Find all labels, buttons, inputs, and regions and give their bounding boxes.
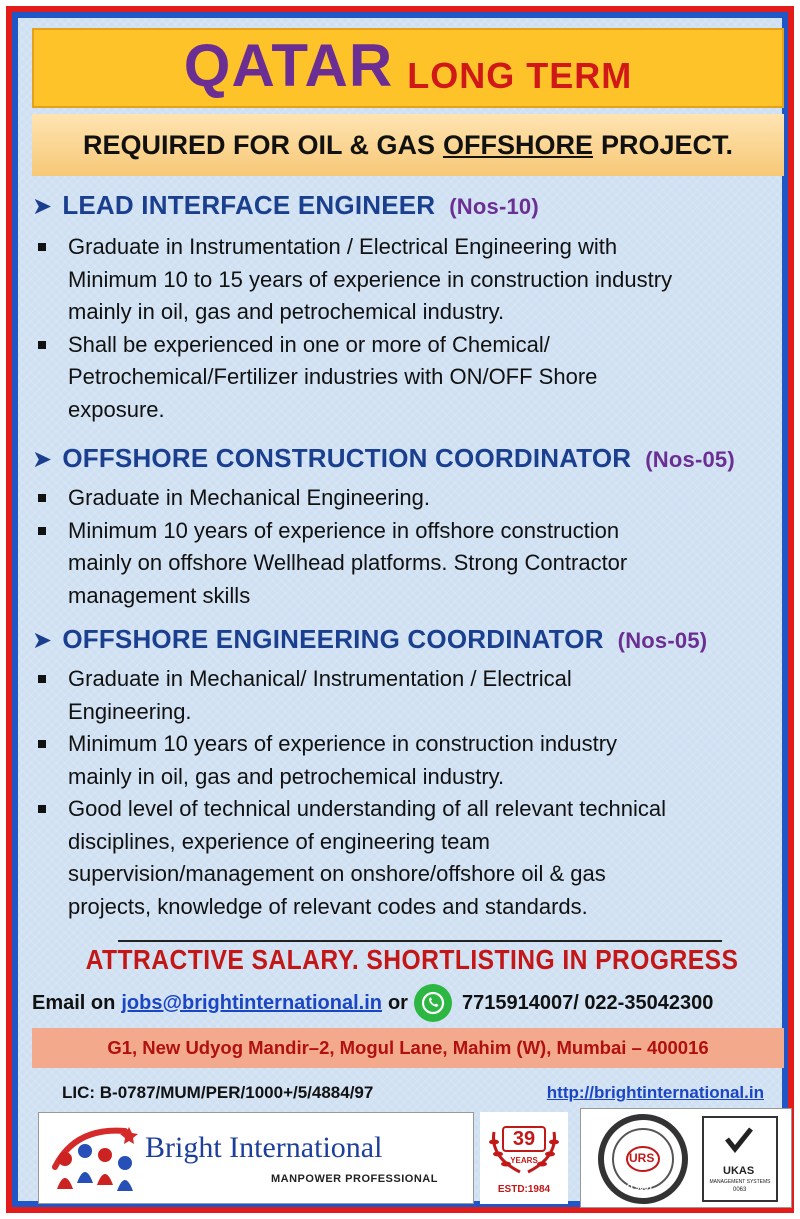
people-logo-icon xyxy=(45,1119,145,1199)
urs-label: URS xyxy=(629,1151,655,1165)
established-year: ESTD:1984 xyxy=(497,1184,551,1195)
requirement-underlined: OFFSHORE xyxy=(442,129,593,160)
job-heading xyxy=(32,190,792,221)
or-label: or xyxy=(387,991,408,1014)
bullet-line: Graduate in Mechanical Engineering. xyxy=(68,485,431,510)
phone-icon xyxy=(420,990,446,1016)
years-badge xyxy=(480,1112,568,1204)
certification-logos xyxy=(580,1108,792,1208)
bullet-icon xyxy=(38,243,46,251)
bullet-line: management skills xyxy=(68,582,251,608)
bullet-line: Minimum 10 years of experience in offshore construction xyxy=(68,517,620,543)
bullet-line: Engineering. xyxy=(68,698,192,724)
job-heading xyxy=(32,624,792,655)
bullet-line: Graduate in Instrumentation / Electrical Engineering with xyxy=(68,234,618,259)
years-label: YEARS xyxy=(510,1156,538,1165)
years-count: 39 xyxy=(502,1126,546,1152)
bullet-line: Shall be experienced in one or more of Chemical/ xyxy=(68,331,550,357)
job-count: (Nos-10) xyxy=(449,194,539,219)
poster-frame xyxy=(6,6,794,1213)
ukas-label: UKAS xyxy=(723,1165,755,1177)
section-divider xyxy=(118,940,722,942)
phone-numbers[interactable]: 7715914007/ 022-35042300 xyxy=(461,991,714,1014)
arrow-icon: ➤ xyxy=(32,193,53,220)
company-logo xyxy=(38,1112,474,1204)
job-requirements xyxy=(32,663,792,923)
job-title: OFFSHORE ENGINEERING COORDINATOR xyxy=(62,624,604,654)
bullet-icon xyxy=(38,527,46,535)
requirement-pre: REQUIRED FOR OIL & GAS xyxy=(82,129,435,160)
bullet-icon xyxy=(38,494,46,502)
job-title: OFFSHORE CONSTRUCTION COORDINATOR xyxy=(62,443,632,473)
job-count: (Nos-05) xyxy=(617,628,708,653)
email-link[interactable]: jobs@brightinternational.in xyxy=(121,991,382,1014)
bullet-line: Minimum 10 years of experience in construction industry xyxy=(68,731,618,756)
bullet-line: mainly in oil, gas and petrochemical industry. xyxy=(68,763,505,789)
bullet-line: mainly in oil, gas and petrochemical industry. xyxy=(68,299,505,324)
bullet-icon xyxy=(38,740,46,748)
bullet-line: supervision/management on onshore/offshore oil & gas xyxy=(68,861,606,886)
license-number: LIC: B-0787/MUM/PER/1000+/5/4884/97 xyxy=(62,1083,374,1102)
list-item xyxy=(32,329,792,427)
job-section-engineering-coordinator xyxy=(32,624,792,923)
job-heading xyxy=(32,443,792,474)
job-requirements xyxy=(32,482,792,612)
company-tagline: MANPOWER PROFESSIONAL xyxy=(271,1173,438,1185)
company-name: Bright International xyxy=(145,1131,383,1164)
bullet-icon xyxy=(38,675,46,683)
email-label: Email on xyxy=(32,991,116,1014)
bullet-line: mainly on offshore Wellhead platforms. Strong Contractor xyxy=(68,550,628,575)
job-title: LEAD INTERFACE ENGINEER xyxy=(62,190,436,220)
bullet-line: disciplines, experience of engineering team xyxy=(68,828,490,854)
poster-body xyxy=(18,18,782,1201)
bullet-icon xyxy=(38,805,46,813)
urs-iso-icon xyxy=(581,1109,793,1209)
salary-banner: ATTRACTIVE SALARY. SHORTLISTING IN PROGRESS xyxy=(85,944,739,975)
ukas-sublabel: MANAGEMENT SYSTEMS xyxy=(709,1179,771,1185)
license-row xyxy=(32,1078,784,1108)
title-banner xyxy=(32,28,784,108)
job-count: (Nos-05) xyxy=(645,447,735,472)
iso-label: ISO 9001 xyxy=(619,1183,653,1192)
title-country: QATAR xyxy=(183,32,394,99)
job-section-lead-interface xyxy=(32,190,792,426)
list-item xyxy=(32,231,792,329)
bullet-icon xyxy=(38,341,46,349)
contact-row xyxy=(32,984,792,1022)
whatsapp-icon[interactable] xyxy=(414,984,452,1022)
arrow-icon: ➤ xyxy=(32,446,53,473)
bullet-line: projects, knowledge of relevant codes and standards. xyxy=(68,893,588,919)
title-duration: LONG TERM xyxy=(407,55,633,96)
list-item xyxy=(32,482,792,515)
website-link[interactable]: http://brightinternational.in xyxy=(546,1083,764,1102)
requirement-post: PROJECT. xyxy=(601,129,734,160)
arrow-icon: ➤ xyxy=(32,627,53,654)
bullet-line: exposure. xyxy=(68,396,165,422)
bullet-line: Good level of technical understanding of all relevant technical xyxy=(68,796,667,821)
job-section-construction-coordinator xyxy=(32,443,792,612)
list-item xyxy=(32,515,792,613)
address-banner: G1, New Udyog Mandir–2, Mogul Lane, Mahim (W), Mumbai – 400016 xyxy=(32,1028,784,1068)
bullet-line: Petrochemical/Fertilizer industries with ON/OFF Shore xyxy=(68,364,598,389)
ukas-number: 0063 xyxy=(733,1187,747,1193)
bullet-line: Minimum 10 to 15 years of experience in construction industry xyxy=(68,266,673,292)
list-item xyxy=(32,663,792,728)
list-item xyxy=(32,728,792,793)
job-requirements xyxy=(32,231,792,426)
list-item xyxy=(32,793,792,923)
requirement-banner xyxy=(32,114,784,176)
bullet-line: Graduate in Mechanical/ Instrumentation / Electrical xyxy=(68,666,572,691)
